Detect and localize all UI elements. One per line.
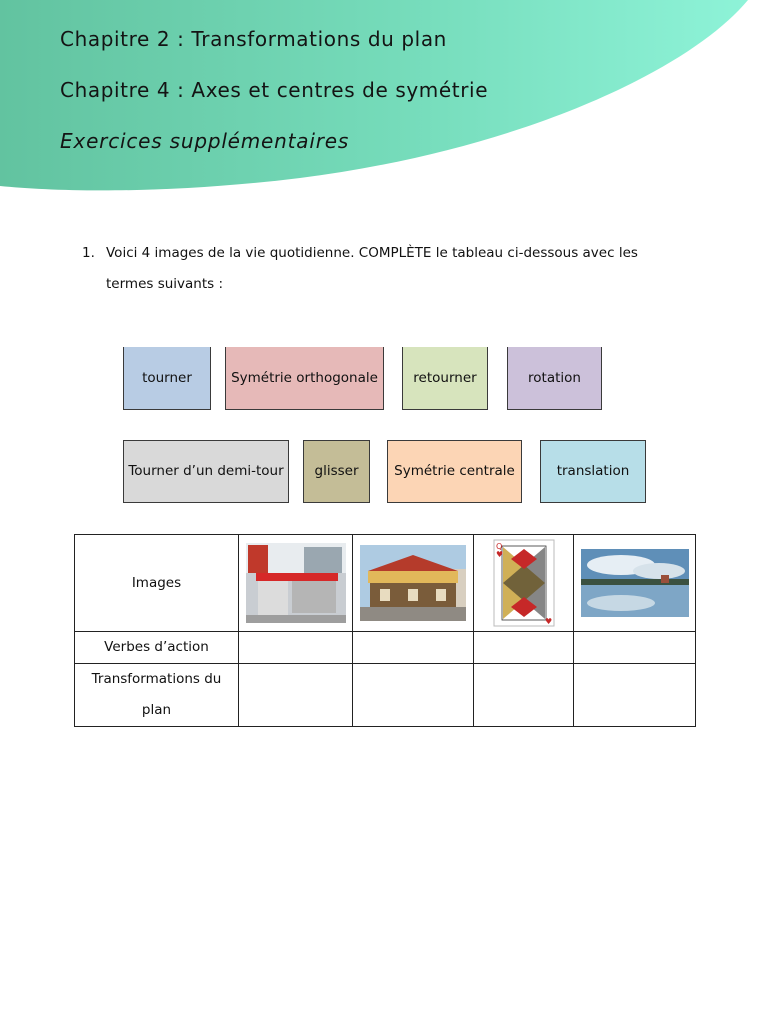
image-cell-2 <box>353 535 474 632</box>
term-label: Symétrie orthogonale <box>231 369 378 386</box>
question-number: 1. <box>82 245 95 261</box>
answer-cell[interactable] <box>239 664 353 727</box>
carousel-photo-icon <box>360 545 466 621</box>
supermarket-checkout-photo-icon <box>246 543 346 623</box>
term-label: Symétrie centrale <box>394 463 515 479</box>
table-row-images <box>75 535 696 632</box>
answer-cell[interactable] <box>353 664 474 727</box>
answer-cell[interactable] <box>574 664 696 727</box>
term-box-glisser <box>303 440 370 503</box>
term-label: rotation <box>528 369 581 386</box>
image-cell-4 <box>574 535 696 632</box>
lake-reflection-photo-icon <box>581 549 689 617</box>
answer-cell[interactable] <box>474 664 574 727</box>
table-row-verbes <box>75 632 696 664</box>
question-text: Voici 4 images de la vie quotidienne. COMPLÈTE le tableau ci-dessous avec les termes suivants : <box>106 245 638 292</box>
term-box-symetrie-centrale <box>387 440 522 503</box>
exercises-subtitle: Exercices supplémentaires <box>60 129 350 153</box>
table-row-transformations <box>75 664 696 727</box>
term-box-symetrie-orthogonale <box>225 347 384 410</box>
term-box-retourner <box>402 347 488 410</box>
term-label: glisser <box>314 463 359 479</box>
svg-text:♥: ♥ <box>495 550 503 559</box>
question-1 <box>82 238 682 300</box>
answer-cell[interactable] <box>474 632 574 664</box>
term-label: tourner <box>142 369 192 386</box>
row-label-images: Images <box>75 535 239 632</box>
row-label-transformations: Transformations du plan <box>75 664 239 727</box>
term-label: Tourner d’un demi-tour <box>128 463 284 479</box>
term-box-tourner <box>123 347 211 410</box>
chapter-4-title: Chapitre 4 : Axes et centres de symétrie <box>60 78 489 102</box>
chapter-2-title: Chapitre 2 : Transformations du plan <box>60 27 447 51</box>
svg-text:Q: Q <box>495 542 502 551</box>
svg-text:♥: ♥ <box>544 617 552 626</box>
answer-table <box>74 534 696 727</box>
row-label-verbes: Verbes d’action <box>75 632 239 664</box>
term-label: retourner <box>413 369 477 386</box>
image-cell-3 <box>474 535 574 632</box>
answer-cell[interactable] <box>239 632 353 664</box>
term-box-rotation <box>507 347 602 410</box>
answer-cell[interactable] <box>574 632 696 664</box>
term-box-tourner-demi-tour <box>123 440 289 503</box>
image-cell-1 <box>239 535 353 632</box>
answer-cell[interactable] <box>353 632 474 664</box>
term-box-translation <box>540 440 646 503</box>
term-label: translation <box>556 463 630 479</box>
queen-of-hearts-card-photo-icon <box>493 539 555 627</box>
